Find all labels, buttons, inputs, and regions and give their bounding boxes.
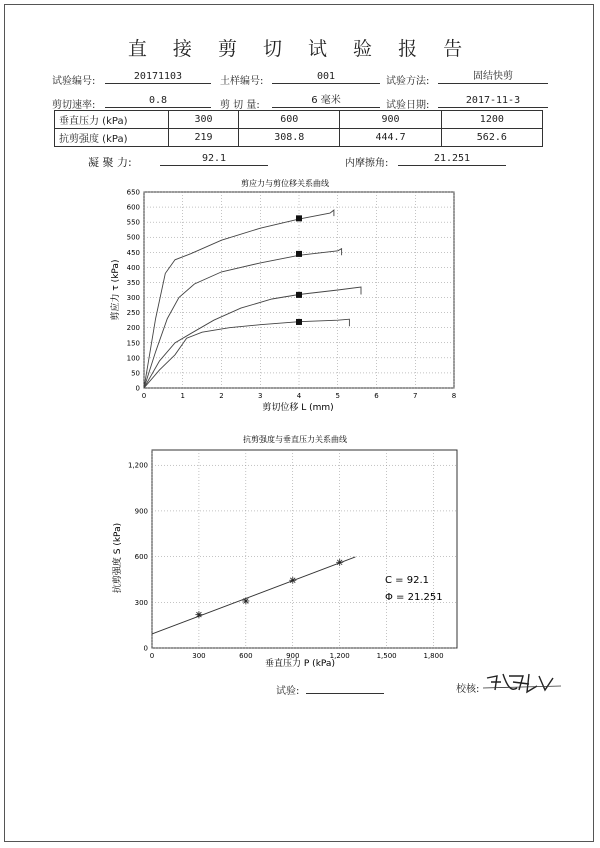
- method-label: 试验方法:: [386, 76, 430, 87]
- chart-series: [144, 210, 361, 388]
- y-tick-label: 150: [126, 339, 140, 348]
- peak-marker: [296, 292, 302, 298]
- test-no-label: 试验编号:: [52, 76, 96, 87]
- y-tick-label: 600: [126, 203, 140, 212]
- sample-no-label: 土样编号:: [220, 76, 264, 87]
- y-tick-label: 400: [126, 263, 140, 272]
- x-tick-label: 6: [374, 392, 379, 400]
- report-title: 直 接 剪 切 试 验 报 告: [127, 38, 473, 60]
- strength-pressure-chart: [0, 428, 600, 678]
- y-tick-label: 600: [134, 553, 148, 562]
- y-tick-label: 250: [126, 309, 140, 318]
- date-label: 试验日期:: [386, 100, 430, 111]
- y-tick-label: 350: [126, 278, 140, 287]
- checker-label: 校核:: [456, 684, 480, 695]
- shear-displacement-chart: [0, 170, 600, 420]
- x-tick-label: 600: [239, 652, 253, 660]
- data-point: [336, 559, 343, 566]
- series-line: [144, 249, 342, 388]
- plot-area: [152, 450, 457, 648]
- row-label: 垂直压力 (kPa): [55, 111, 169, 129]
- chart-grid: [144, 192, 454, 388]
- chart-ticks: [128, 462, 444, 660]
- peak-marker: [296, 215, 302, 221]
- row-label: 抗剪强度 (kPa): [55, 129, 169, 147]
- x-tick-label: 4: [296, 392, 302, 400]
- y-tick-label: 0: [135, 384, 140, 393]
- sample-no-value: 001: [272, 70, 380, 84]
- x-tick-label: 0: [149, 652, 155, 660]
- y-axis-label: 剪应力 τ (kPa): [111, 259, 121, 321]
- checker-signature: [483, 668, 563, 696]
- chart-ticks: [127, 189, 457, 401]
- chart-grid: [152, 450, 457, 648]
- x-tick-label: 1: [180, 392, 185, 400]
- x-tick-label: 1,500: [376, 652, 397, 660]
- x-tick-label: 7: [413, 392, 418, 400]
- x-tick-label: 3: [258, 392, 263, 400]
- peak-marker: [296, 319, 302, 325]
- chart-title: 抗剪强度与垂直压力关系曲线: [243, 435, 347, 444]
- peak-marker: [296, 251, 302, 257]
- parameters-table: [54, 110, 543, 147]
- x-tick-label: 1,200: [329, 652, 350, 660]
- y-tick-label: 500: [126, 233, 140, 242]
- series-line: [144, 319, 349, 388]
- table-cell: 444.7: [340, 129, 441, 147]
- x-tick-label: 1,800: [423, 652, 444, 660]
- y-tick-label: 1,200: [127, 461, 148, 470]
- x-tick-label: 900: [286, 652, 300, 660]
- y-tick-label: 200: [126, 324, 140, 333]
- y-axis-label: 抗剪强度 S (kPa): [113, 522, 123, 594]
- table-cell: 300: [169, 111, 239, 129]
- chart-series: [152, 557, 355, 634]
- y-tick-label: 650: [126, 188, 140, 197]
- table-cell: 600: [239, 111, 340, 129]
- table-cell: 308.8: [239, 129, 340, 147]
- tester-label: 试验:: [276, 686, 300, 697]
- rate-value: 0.8: [105, 94, 211, 108]
- table-row: [55, 129, 543, 147]
- annotation-phi: Φ = 21.251: [385, 592, 443, 603]
- annotation-c: C = 92.1: [385, 575, 429, 586]
- data-point: [289, 577, 296, 584]
- table-cell: 900: [340, 111, 441, 129]
- cohesion-label: 凝 聚 力:: [88, 156, 132, 169]
- friction-value: 21.251: [398, 152, 506, 166]
- chart-title: 剪应力与剪位移关系曲线: [241, 179, 329, 188]
- x-tick-label: 8: [451, 392, 457, 400]
- x-axis-label: 垂直压力 P (kPa): [265, 659, 335, 669]
- table-cell: 562.6: [441, 129, 542, 147]
- x-tick-label: 2: [219, 392, 224, 400]
- plot-area: [144, 192, 454, 388]
- data-point: [242, 597, 249, 604]
- x-axis-label: 剪切位移 L (mm): [262, 403, 334, 413]
- y-tick-label: 0: [143, 644, 148, 653]
- y-tick-label: 300: [134, 598, 148, 607]
- test-no-value: 20171103: [105, 70, 211, 84]
- rate-label: 剪切速率:: [52, 100, 96, 111]
- table-cell: 219: [169, 129, 239, 147]
- tester-line: [306, 680, 384, 694]
- series-line: [144, 210, 334, 388]
- amount-value: 6 毫米: [272, 94, 380, 108]
- x-tick-label: 5: [335, 392, 340, 400]
- table-row: [55, 111, 543, 129]
- table-cell: 1200: [441, 111, 542, 129]
- y-tick-label: 300: [126, 294, 140, 303]
- y-tick-label: 900: [134, 507, 148, 516]
- cohesion-value: 92.1: [160, 152, 268, 166]
- y-tick-label: 550: [126, 218, 140, 227]
- y-tick-label: 450: [126, 248, 140, 257]
- friction-label: 内摩擦角:: [345, 158, 389, 169]
- method-value: 固结快剪: [438, 70, 548, 84]
- y-tick-label: 100: [126, 354, 140, 363]
- amount-label: 剪 切 量:: [220, 100, 260, 111]
- x-tick-label: 0: [141, 392, 147, 400]
- date-value: 2017-11-3: [438, 94, 548, 108]
- y-tick-label: 50: [131, 369, 140, 378]
- x-tick-label: 300: [192, 652, 206, 660]
- fit-line: [152, 557, 355, 634]
